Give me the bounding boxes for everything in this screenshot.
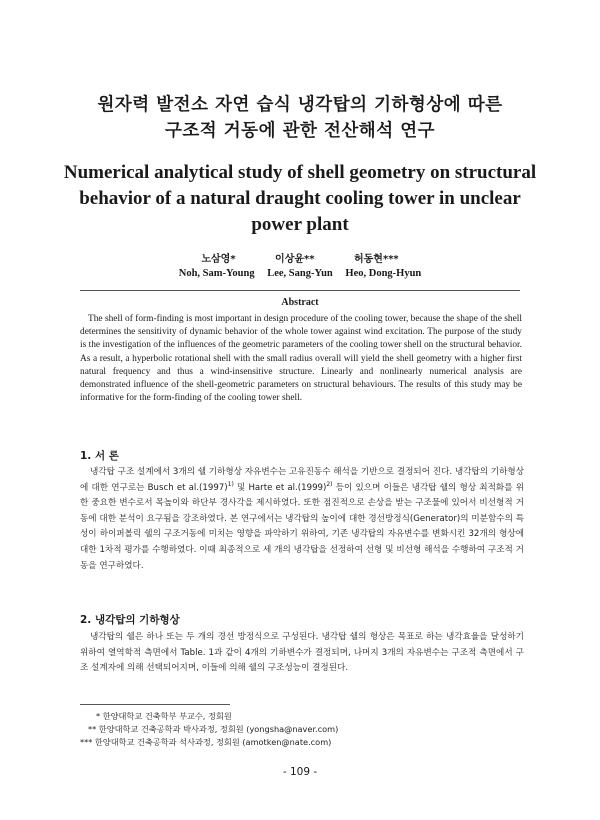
- korean-title: [40, 92, 560, 144]
- author-kr-3: 허동현***: [353, 254, 399, 265]
- footnote-2: ** 한양대학교 건축공학과 박사과정, 정회원 (yongsha@naver.com): [88, 724, 339, 734]
- section-1-text-a: 냉각탑 구조 설계에서 3개의 쉘 기하형상 자유변수는 고유진동수 해석을 기반으로 결정되어 진다. 냉각탑의 기하형상에 대한 연구로는 Busch et al.(1997): [80, 467, 524, 493]
- abstract-heading: Abstract: [281, 297, 319, 308]
- abstract-text: The shell of form-finding is most important in design procedure of the cooling tower, because the shape of the shell determines the sensitivity of dynamic behavior of the whole tower against wind excitation. The purpose of the study is the investigation of the influences of the geometric parameters of the cooling tower shell on the structural behavior. As a result, a hyperbolic rotational shell with the small radius overall will yield the shell geometry with a higher first natural frequency and thus a wind-insensitive structure. Linearly and nonlinearly numerical analysis are demonstrated influence of the shell-geometric parameters on structural behaviours. The results of this study may be informative for the form-finding of the cooling tower shell.: [80, 314, 522, 404]
- korean-title-line-1: 원자력 발전소 자연 습식 냉각탑의 기하형상에 따른: [97, 95, 503, 115]
- authors-korean: [0, 250, 600, 265]
- authors-english: [0, 268, 600, 279]
- author-en-1: Noh, Sam-Young: [178, 268, 255, 279]
- section-2-paragraph: 냉각탑의 쉘은 하나 또는 두 개의 경선 방정식으로 구성된다. 냉각탑 쉘의 형상은 목표로 하는 냉각효율을 달성하기 위하여 열역학적 측면에서 Table. 1과 같이 4개의 기하변수가 결정되며, 나머지 3개의 자유변수는 구조적 측면에서 구조 설계자에 의해 선택되어지며, 이들에 의해 쉘의 구조성능이 결정된다.: [80, 632, 524, 674]
- section-1-paragraph: [80, 465, 524, 574]
- page-number: - 109 -: [282, 766, 318, 778]
- english-title-line-2: behavior of a natural draught cooling tower in unclear: [79, 188, 521, 209]
- section-2-heading: 2. 냉각탑의 기하형상: [80, 614, 180, 626]
- reference-2-mark: 2): [326, 480, 333, 488]
- section-1-text-c: 등이 있으며 이들은 냉각탑 쉘의 형상 최적화를 위한 중요한 변수로서 목높이와 하단부 경사각을 제시하였다. 또한 점진적으로 손상을 받는 구조물에 있어서 비선형적 거동에 대한 분석이 요구됨을 강조하였다. 본 연구에서는 냉각탑의 높이에 대한 경선방정식(Generator)의 미분함수의 특성이 하이퍼볼릭 쉘의 구조거동에 미치는 영향을 파악하기 위하여, 기존 냉각탑의 자유변수를 변화시킨 32개의 형상에 대한 1차적 평가를 수행하였다. 이때 최종적으로 세 개의 냉각탑을 선정하여 선형 및 비선형 해석을 수행하여 구조적 거동을 연구하였다.: [80, 482, 524, 571]
- reference-1-mark: 1): [227, 480, 234, 488]
- section-1-text-b: 및 Harte et al.(1999): [233, 482, 327, 493]
- abstract-block: [80, 313, 522, 405]
- author-en-3: Heo, Dong-Hyun: [345, 268, 422, 279]
- author-kr-1: 노삼영*: [201, 254, 236, 265]
- author-en-2: Lee, Sang-Yun: [267, 268, 333, 279]
- section-1-heading: 1. 서 론: [80, 450, 119, 462]
- section-1-body: [80, 465, 524, 574]
- footnote-3: *** 한양대학교 건축공학과 석사과정, 정회원 (amotken@nate.com): [80, 737, 332, 747]
- footnotes: [80, 710, 520, 749]
- english-title: [60, 160, 540, 238]
- english-title-line-3: power plant: [251, 214, 349, 235]
- section-2-body: [80, 630, 524, 677]
- footnote-1: * 한양대학교 건축학부 부교수, 정회원: [96, 711, 232, 721]
- korean-title-line-2: 구조적 거동에 관한 전산해석 연구: [164, 121, 436, 141]
- footnote-divider: [80, 704, 230, 705]
- header-divider: [80, 290, 520, 291]
- english-title-line-1: Numerical analytical study of shell geometry on structural: [63, 162, 537, 183]
- author-kr-2: 이상윤**: [275, 254, 315, 265]
